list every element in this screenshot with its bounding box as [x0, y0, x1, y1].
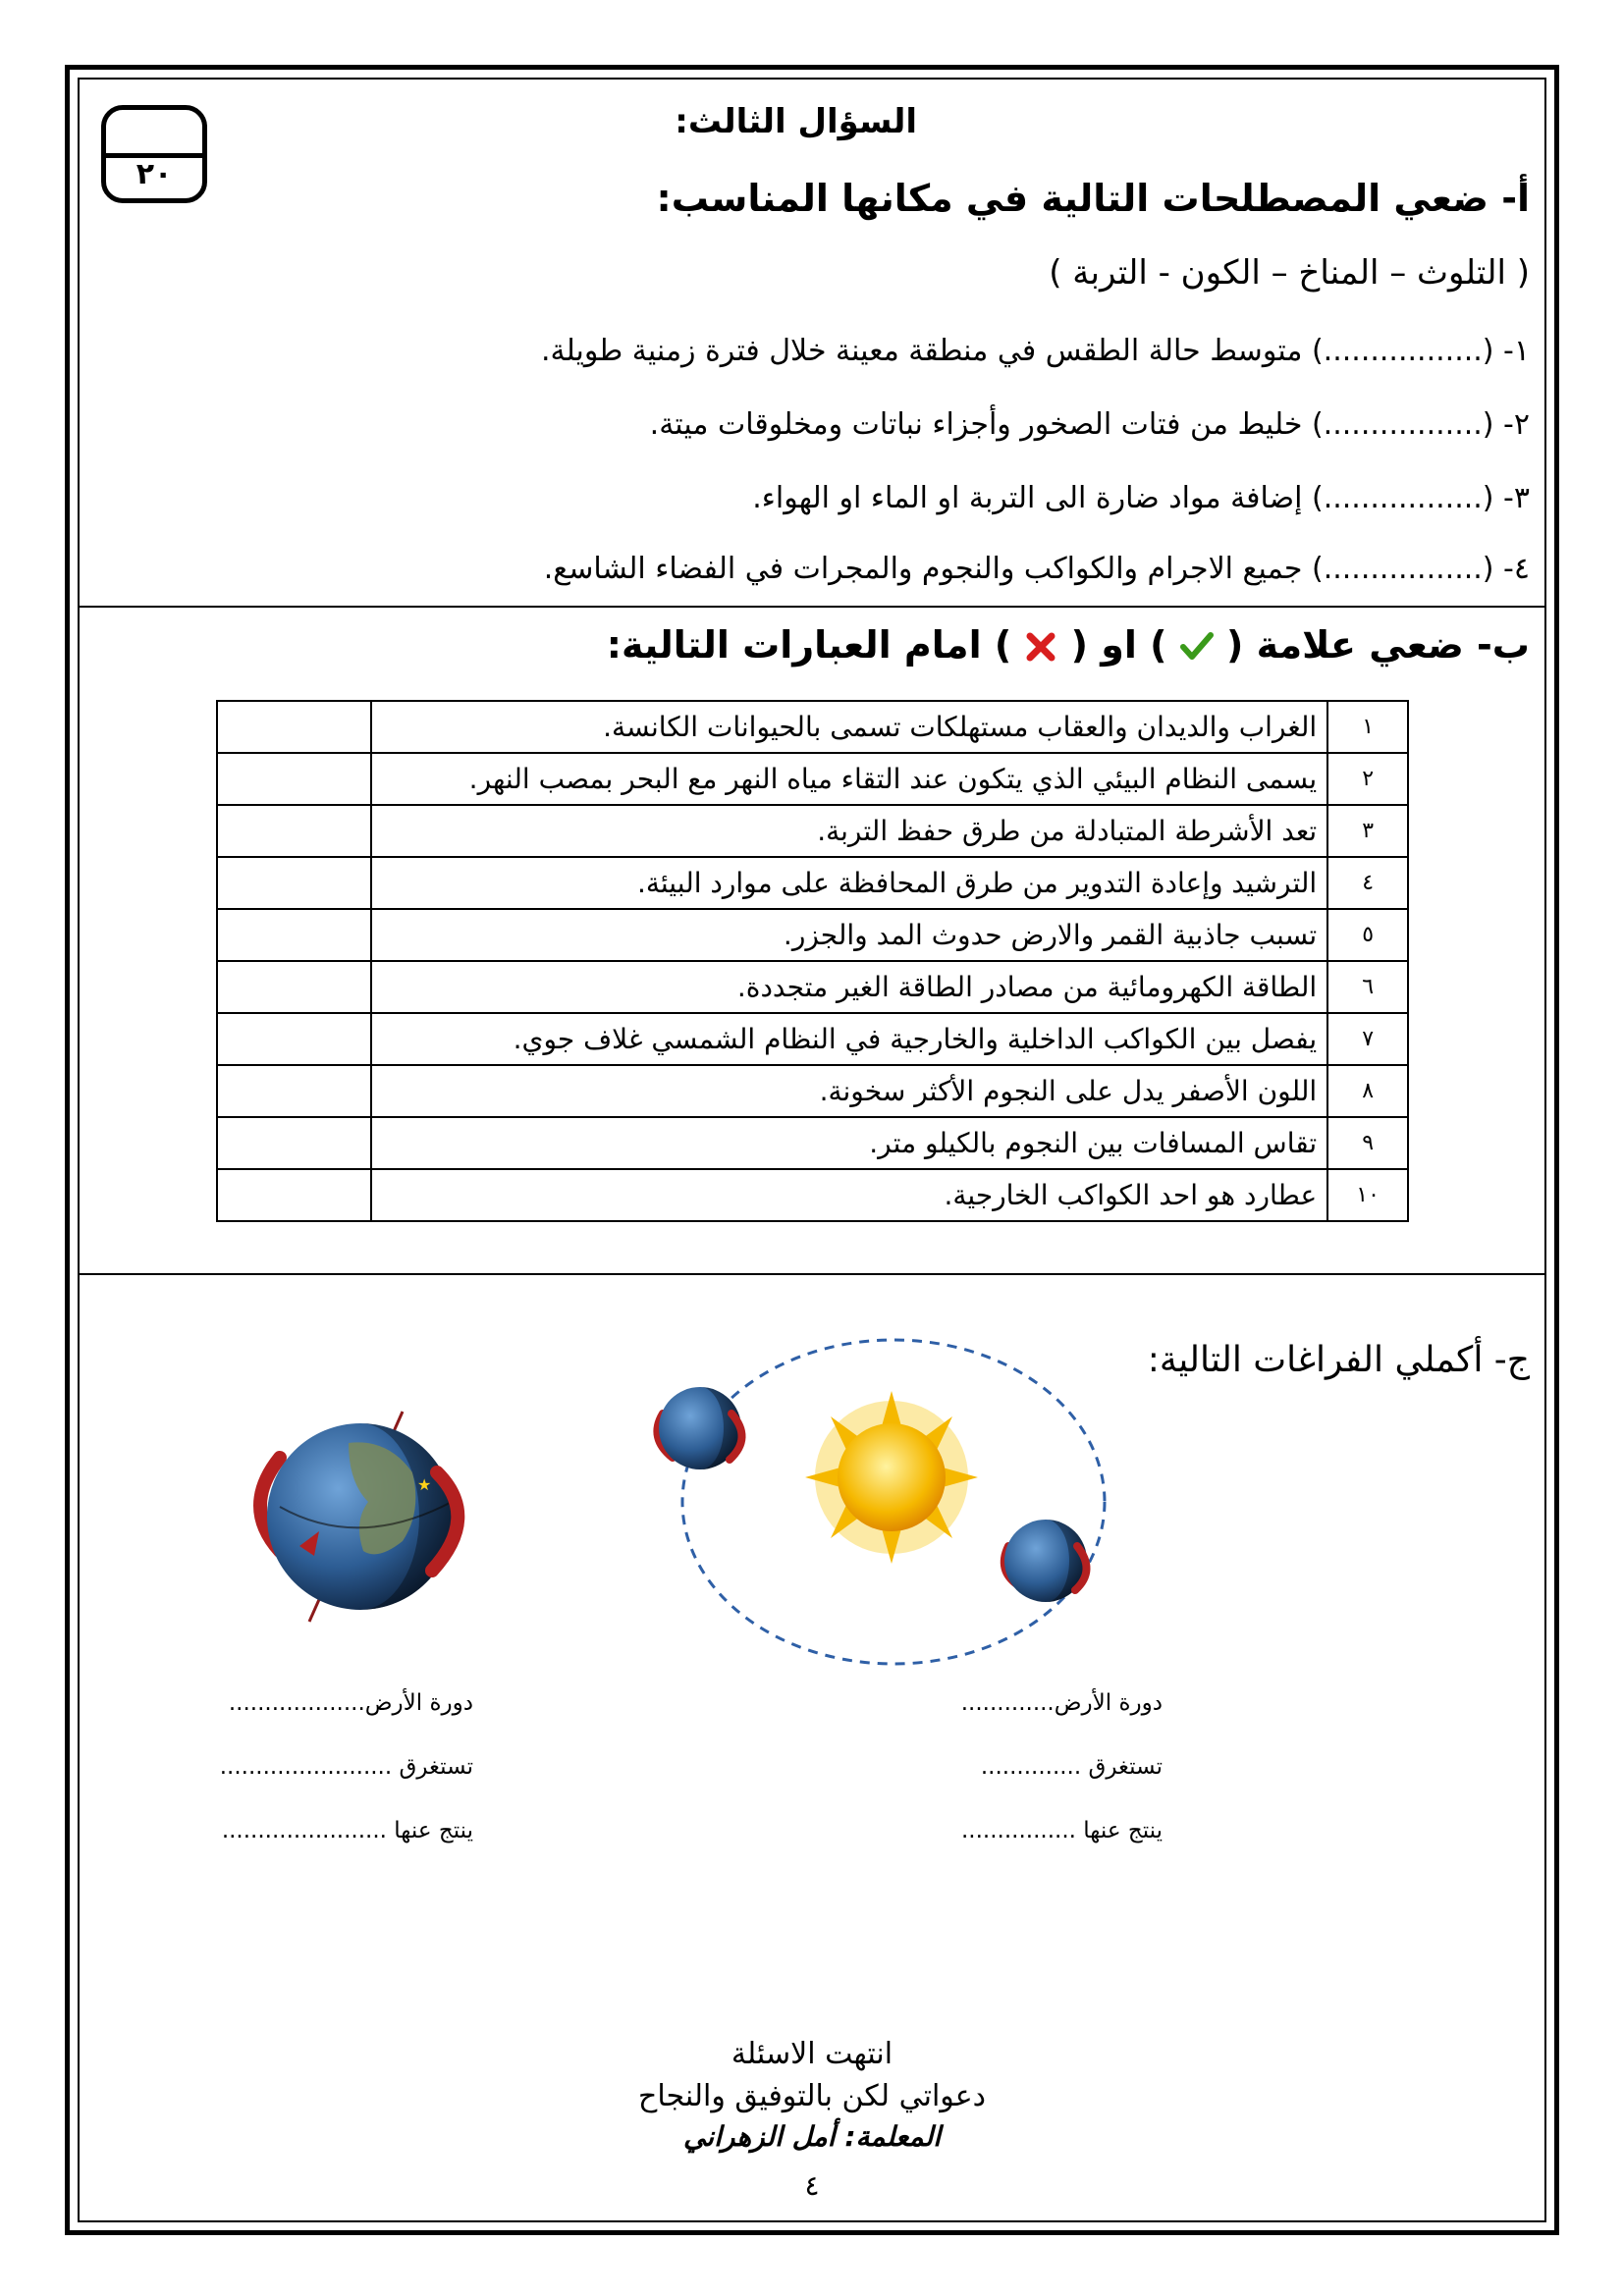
table-row [217, 1065, 1408, 1117]
row-statement: الترشيد وإعادة التدوير من طرق المحافظة على موارد البيئة. [371, 857, 1327, 909]
answer-cell[interactable] [217, 701, 371, 753]
row-statement: الطاقة الكهرومائية من مصادر الطاقة الغير متجددة. [371, 961, 1327, 1013]
right-fill-line[interactable]: ينتج عنها ................ [960, 1818, 1163, 1843]
row-statement: اللون الأصفر يدل على النجوم الأكثر سخونة. [371, 1065, 1327, 1117]
closing-line: انتهت الاسئلة [731, 2037, 893, 2071]
row-statement: تعد الأشرطة المتبادلة من طرق حفظ التربة. [371, 805, 1327, 857]
row-statement: عطارد هو احد الكواكب الخارجية. [371, 1169, 1327, 1221]
row-number: ٩ [1327, 1117, 1408, 1169]
table-row [217, 1169, 1408, 1221]
section-divider-a-b [78, 606, 1546, 608]
earth-rotation-figure [241, 1404, 486, 1629]
row-number: ٢ [1327, 753, 1408, 805]
table-row [217, 805, 1408, 857]
location-star-icon: ★ [417, 1475, 432, 1494]
sun-icon [805, 1391, 978, 1564]
closing-line: دعواتي لكن بالتوفيق والنجاح [637, 2079, 987, 2113]
row-statement: تقاس المسافات بين النجوم بالكيلو متر. [371, 1117, 1327, 1169]
check-mark-icon [1180, 632, 1214, 662]
row-number: ٦ [1327, 961, 1408, 1013]
answer-cell[interactable] [217, 961, 371, 1013]
row-number: ٥ [1327, 909, 1408, 961]
true-false-table [216, 700, 1409, 1222]
cross-mark-icon [1024, 632, 1057, 662]
row-statement: الغراب والديدان والعقاب مستهلكات تسمى بالحيوانات الكانسة. [371, 701, 1327, 753]
section-a-title: أ- ضعي المصطلحات التالية في مكانها المناسب: [656, 177, 1530, 220]
section-c-title: ج- أكملي الفراغات التالية: [1147, 1340, 1530, 1380]
table-row [217, 1117, 1408, 1169]
right-fill-line[interactable]: دورة الأرض............. [960, 1690, 1163, 1716]
earth-revolution-figure [643, 1320, 1124, 1669]
table-row [217, 909, 1408, 961]
section-a-item: ٤- (.................) جميع الاجرام والكواكب والنجوم والمجرات في الفضاء الشاسع. [543, 552, 1530, 586]
section-a-item: ٢- (.................) خليط من فتات الصخور وأجزاء نباتات ومخلوقات ميتة. [649, 407, 1530, 442]
score-box [101, 105, 207, 203]
answer-cell[interactable] [217, 857, 371, 909]
answer-cell[interactable] [217, 1169, 371, 1221]
row-number: ١٠ [1327, 1169, 1408, 1221]
table-row [217, 1013, 1408, 1065]
left-fill-line[interactable]: ينتج عنها ....................... [221, 1818, 473, 1843]
earth-position-icon [657, 1387, 741, 1469]
row-statement: يسمى النظام البيئي الذي يتكون عند التقاء مياه النهر مع البحر بمصب النهر. [371, 753, 1327, 805]
question-title: السؤال الثالث: [675, 102, 917, 141]
page-number: ٤ [804, 2169, 820, 2202]
answer-cell[interactable] [217, 1065, 371, 1117]
left-fill-line[interactable]: دورة الأرض................... [228, 1690, 473, 1716]
row-statement: تسبب جاذبية القمر والارض حدوث المد والجزر. [371, 909, 1327, 961]
teacher-signature: المعلمة: أمل الزهراني [682, 2120, 942, 2153]
table-row [217, 857, 1408, 909]
row-number: ٤ [1327, 857, 1408, 909]
answer-cell[interactable] [217, 753, 371, 805]
section-b-title [607, 623, 1530, 667]
earth-position-icon [1004, 1520, 1087, 1602]
section-a-item: ١- (.................) متوسط حالة الطقس في منطقة معينة خلال فترة زمنية طويلة. [540, 334, 1530, 368]
right-fill-line[interactable]: تستغرق .............. [980, 1754, 1163, 1780]
row-number: ١ [1327, 701, 1408, 753]
row-number: ٨ [1327, 1065, 1408, 1117]
row-number: ٣ [1327, 805, 1408, 857]
table-row [217, 961, 1408, 1013]
section-a-terms: ( التلوث – المناخ – الكون - التربة ) [1049, 253, 1530, 293]
row-number: ٧ [1327, 1013, 1408, 1065]
section-divider-b-c [78, 1273, 1546, 1275]
left-fill-line[interactable]: تستغرق ........................ [219, 1754, 473, 1780]
answer-cell[interactable] [217, 1117, 371, 1169]
section-b-title-middle: ) او ( [1070, 623, 1167, 667]
row-statement: يفصل بين الكواكب الداخلية والخارجية في النظام الشمسي غلاف جوي. [371, 1013, 1327, 1065]
section-b-title-end: ) امام العبارات التالية: [606, 623, 1012, 667]
table-row [217, 701, 1408, 753]
section-a-item: ٣- (.................) إضافة مواد ضارة الى التربة او الماء او الهواء. [752, 481, 1530, 515]
section-b-title-start: ب- ضعي علامة ( [1225, 623, 1530, 667]
score-value: ٢٠ [135, 157, 173, 191]
answer-cell[interactable] [217, 805, 371, 857]
answer-cell[interactable] [217, 909, 371, 961]
table-row [217, 753, 1408, 805]
answer-cell[interactable] [217, 1013, 371, 1065]
